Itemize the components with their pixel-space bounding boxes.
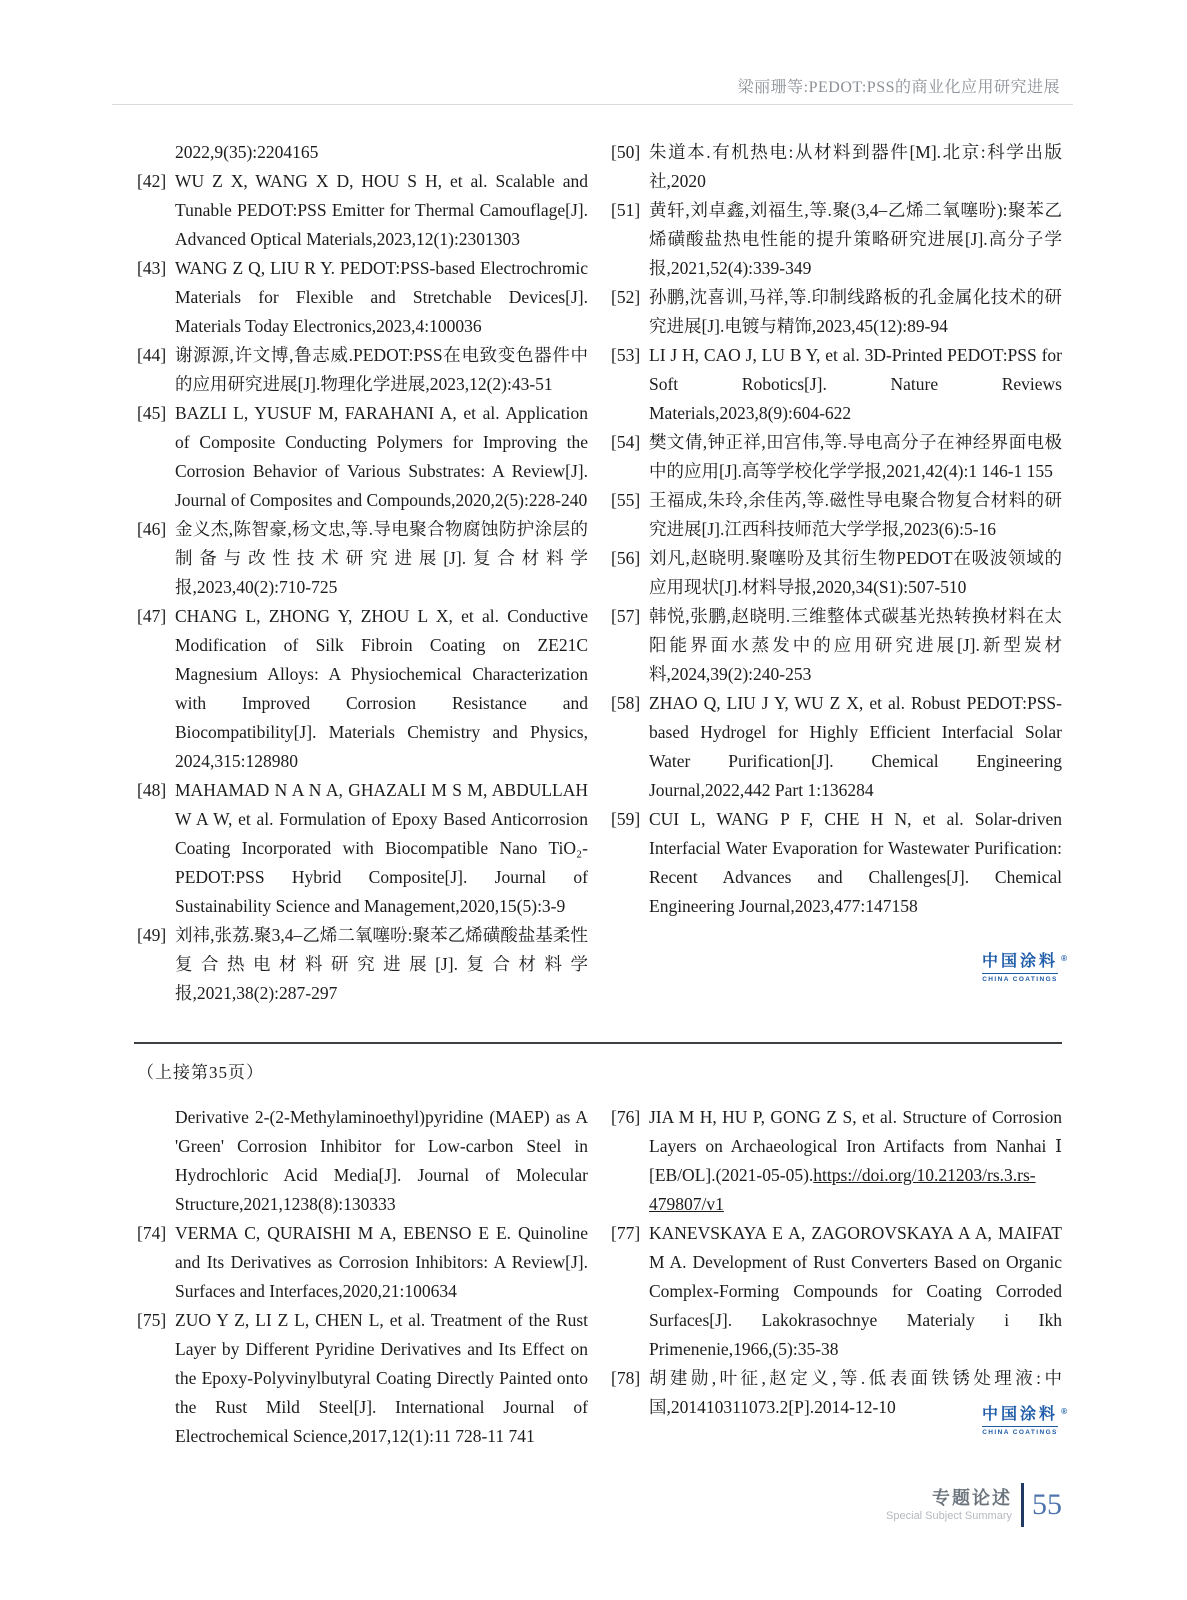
reference-label: [46] — [137, 519, 167, 539]
reference-label: [75] — [137, 1310, 167, 1330]
registered-mark-icon: ® — [1061, 1407, 1067, 1416]
reference-label: [44] — [137, 345, 167, 365]
reference-item — [611, 602, 1062, 689]
china-coatings-logo-subtitle: CHINA COATINGS — [982, 1426, 1058, 1437]
page-footer — [886, 1483, 1062, 1527]
reference-text: Derivative 2-(2-Methylaminoethyl)pyridine (MAEP) as A 'Green' Corrosion Inhibitor for Low-carbon Steel in Hydrochloric Acid Media[J]. Journal of Molecular Structure,2021,1238(8):130333 — [175, 1107, 588, 1214]
section-divider-rule — [134, 1042, 1062, 1044]
reference-text: 朱道本.有机热电:从材料到器件[M].北京:科学出版社,2020 — [649, 142, 1062, 191]
reference-label: [49] — [137, 925, 167, 945]
reference-text: 金义杰,陈智豪,杨文忠,等.导电聚合物腐蚀防护涂层的制备与改性技术研究进展[J].复合材料学报,2023,40(2):710-725 — [175, 519, 588, 597]
reference-text: 2022,9(35):2204165 — [175, 142, 319, 162]
references-section-bottom — [137, 1103, 1062, 1451]
reference-item — [611, 428, 1062, 486]
references-left-column — [137, 138, 588, 1008]
reference-item — [137, 1306, 588, 1451]
references-left-column — [137, 1103, 588, 1451]
reference-list — [611, 138, 1062, 921]
reference-text: 谢源源,许文博,鲁志威.PEDOT:PSS在电致变色器件中的应用研究进展[J].物理化学进展,2023,12(2):43-51 — [175, 345, 588, 394]
reference-label: [58] — [611, 693, 641, 713]
reference-text: ZHAO Q, LIU J Y, WU Z X, et al. Robust PEDOT:PSS-based Hydrogel for Highly Efficient Interfacial Solar Water Purification[J]. Chemical Engineering Journal,2022,442 Part 1:136284 — [649, 693, 1062, 800]
references-section-top — [137, 138, 1062, 1008]
reference-label: [77] — [611, 1223, 641, 1243]
doi-link[interactable]: https://doi.org/10.21203/rs.3.rs-479807/v1 — [649, 1165, 1036, 1214]
reference-item — [611, 544, 1062, 602]
footer-divider-bar — [1021, 1483, 1024, 1527]
reference-text: 刘凡,赵晓明.聚噻吩及其衍生物PEDOT在吸波领域的应用现状[J].材料导报,2020,34(S1):507-510 — [649, 548, 1062, 597]
reference-item — [137, 138, 588, 167]
reference-item — [137, 602, 588, 776]
reference-label: [52] — [611, 287, 641, 307]
running-head-title: 梁丽珊等:PEDOT:PSS的商业化应用研究进展 — [737, 79, 1060, 96]
reference-label: [55] — [611, 490, 641, 510]
reference-item — [137, 341, 588, 399]
footer-section-subtitle: Special Subject Summary — [886, 1510, 1012, 1522]
reference-text: MAHAMAD N A N A, GHAZALI M S M, ABDULLAH W A W, et al. Formulation of Epoxy Based Anticorrosion Coating Incorporated with Biocompatible Nano TiO₂-PEDOT:PSS Hybrid Composite[J]. Journal of Sustainability Science and Management,2020,15(5):3-9 — [175, 780, 588, 916]
reference-label: [50] — [611, 142, 641, 162]
references-right-column — [611, 138, 1062, 1008]
reference-label: [43] — [137, 258, 167, 278]
reference-label: [74] — [137, 1223, 167, 1243]
reference-item — [611, 689, 1062, 805]
reference-label: [54] — [611, 432, 641, 452]
china-coatings-logo-text: 中国涂料 ® — [982, 1406, 1058, 1424]
reference-label: [51] — [611, 200, 641, 220]
reference-text: WANG Z Q, LIU R Y. PEDOT:PSS-based Electrochromic Materials for Flexible and Stretchable Devices[J]. Materials Today Electronics,2023,4:100036 — [175, 258, 588, 336]
reference-text: 胡建勋,叶征,赵定义,等.低表面铁锈处理液:中国,201410311073.2[P].2014-12-10 — [649, 1368, 1062, 1417]
reference-text: 黄轩,刘卓鑫,刘福生,等.聚(3,4–乙烯二氧噻吩):聚苯乙烯磺酸盐热电性能的提升策略研究进展[J].高分子学报,2021,52(4):339-349 — [649, 200, 1062, 278]
reference-item — [611, 486, 1062, 544]
reference-label: [59] — [611, 809, 641, 829]
reference-label: [48] — [137, 780, 167, 800]
reference-label: [45] — [137, 403, 167, 423]
reference-text: KANEVSKAYA E A, ZAGOROVSKAYA A A, MAIFAT M A. Development of Rust Converters Based on Organic Complex-Forming Compounds for Coating Corroded Surfaces[J]. Lakokrasochnye Materialy i Ikh Primenenie,1966,(5):35-38 — [649, 1223, 1062, 1359]
reference-item — [137, 254, 588, 341]
reference-list — [137, 138, 588, 1008]
reference-text: LI J H, CAO J, LU B Y, et al. 3D-Printed PEDOT:PSS for Soft Robotics[J]. Nature Reviews Materials,2023,8(9):604-622 — [649, 345, 1062, 423]
reference-item — [137, 167, 588, 254]
reference-item — [137, 399, 588, 515]
reference-item — [137, 1103, 588, 1219]
reference-label: [76] — [611, 1107, 641, 1127]
reference-text: ZUO Y Z, LI Z L, CHEN L, et al. Treatment of the Rust Layer by Different Pyridine Derivatives and Its Effect on the Epoxy-Polyvinylbutyral Coating Directly Painted onto the Rust Mild Steel[J]. International Journal of Electrochemical Science,2017,12(1):11 728-11 741 — [175, 1310, 588, 1446]
china-coatings-logo — [981, 1406, 1067, 1437]
reference-text: JIA M H, HU P, GONG Z S, et al. Structure of Corrosion Layers on Archaeological Iron Artifacts from Nanhai Ⅰ [EB/OL].(2021-05-05). — [649, 1107, 1062, 1185]
reference-item — [137, 515, 588, 602]
reference-text: 孙鹏,沈喜训,马祥,等.印制线路板的孔金属化技术的研究进展[J].电镀与精饰,2023,45(12):89-94 — [649, 287, 1062, 336]
reference-item — [137, 1219, 588, 1306]
china-coatings-logo-subtitle: CHINA COATINGS — [982, 973, 1058, 984]
footer-section-titles — [886, 1487, 1012, 1523]
reference-label: [78] — [611, 1368, 641, 1388]
reference-item — [611, 1219, 1062, 1364]
reference-text: 王福成,朱玲,余佳芮,等.磁性导电聚合物复合材料的研究进展[J].江西科技师范大学学报,2023(6):5-16 — [649, 490, 1062, 539]
reference-text: 刘祎,张荔.聚3,4–乙烯二氧噻吩:聚苯乙烯磺酸盐基柔性复合热电材料研究进展[J].复合材料学报,2021,38(2):287-297 — [175, 925, 588, 1003]
continuation-note: （上接第35页） — [137, 1063, 264, 1082]
reference-item — [611, 341, 1062, 428]
china-coatings-logo-text: 中国涂料 ® — [982, 953, 1058, 971]
reference-item — [611, 138, 1062, 196]
reference-label: [56] — [611, 548, 641, 568]
reference-text: CHANG L, ZHONG Y, ZHOU L X, et al. Conductive Modification of Silk Fibroin Coating on ZE21C Magnesium Alloys: A Physiochemical Characterization with Improved Corrosion Resistance and Biocompatibility[J]. Materials Chemistry and Physics, 2024,315:128980 — [175, 606, 588, 771]
reference-text: 樊文倩,钟正祥,田宫伟,等.导电高分子在神经界面电极中的应用[J].高等学校化学学报,2021,42(4):1 146-1 155 — [649, 432, 1062, 481]
reference-label: [47] — [137, 606, 167, 626]
reference-label: [57] — [611, 606, 641, 626]
reference-text: VERMA C, QURAISHI M A, EBENSO E E. Quinoline and Its Derivatives as Corrosion Inhibitors: A Review[J]. Surfaces and Interfaces,2020,21:100634 — [175, 1223, 588, 1301]
reference-text: BAZLI L, YUSUF M, FARAHANI A, et al. Application of Composite Conducting Polymers for Improving the Corrosion Behavior of Various Substrates: A Review[J]. Journal of Composites and Compounds,2020,2(5):228-240 — [175, 403, 588, 510]
reference-text: CUI L, WANG P F, CHE H N, et al. Solar-driven Interfacial Water Evaporation for Wastewater Purification: Recent Advances and Challenges[J]. Chemical Engineering Journal,2023,477:147158 — [649, 809, 1062, 916]
registered-mark-icon: ® — [1061, 954, 1067, 963]
reference-item — [611, 1103, 1062, 1219]
reference-text: WU Z X, WANG X D, HOU S H, et al. Scalable and Tunable PEDOT:PSS Emitter for Thermal Camouflage[J]. Advanced Optical Materials,2023,12(1):2301303 — [175, 171, 588, 249]
reference-text: 韩悦,张鹏,赵晓明.三维整体式碳基光热转换材料在太阳能界面水蒸发中的应用研究进展[J].新型炭材料,2024,39(2):240-253 — [649, 606, 1062, 684]
reference-item — [137, 921, 588, 1008]
references-right-column — [611, 1103, 1062, 1451]
page-number: 55 — [1032, 1488, 1062, 1521]
reference-label: [53] — [611, 345, 641, 365]
header-rule — [112, 104, 1073, 105]
china-coatings-logo — [981, 953, 1067, 984]
footer-section-title: 专题论述 — [932, 1488, 1012, 1508]
reference-list — [137, 1103, 588, 1451]
reference-list — [611, 1103, 1062, 1422]
reference-item — [137, 776, 588, 921]
reference-item — [611, 805, 1062, 921]
reference-item — [611, 283, 1062, 341]
reference-label: [42] — [137, 171, 167, 191]
reference-item — [611, 196, 1062, 283]
